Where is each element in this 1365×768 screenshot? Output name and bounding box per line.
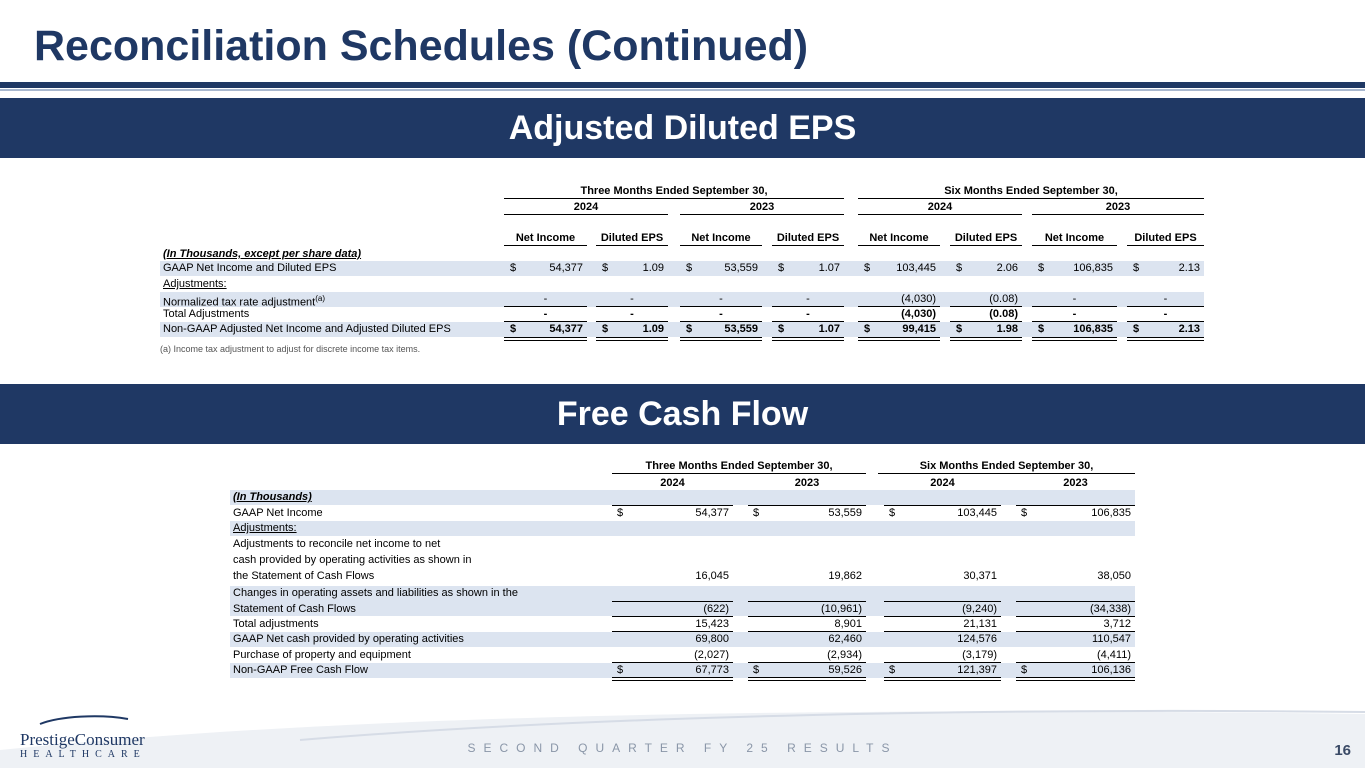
fcf-rule — [748, 601, 866, 602]
fcf-rule — [1016, 662, 1135, 663]
eps-cell-value: - — [1163, 308, 1168, 320]
eps-period-6m-rule — [858, 198, 1204, 199]
eps-col-diluted-eps: Diluted EPS — [600, 232, 664, 244]
logo-word-consumer: Consumer — [74, 730, 145, 749]
eps-cell-value: - — [630, 293, 634, 305]
fcf-year-header: 2023 — [1063, 477, 1088, 489]
eps-year-rule — [1032, 214, 1204, 215]
eps-period-3m: Three Months Ended September 30, — [580, 185, 768, 197]
fcf-dollar-sign: $ — [753, 507, 760, 519]
fcf-cell-value: (2,027) — [694, 649, 729, 661]
eps-period-6m: Six Months Ended September 30, — [944, 185, 1118, 197]
eps-col-rule — [680, 245, 762, 246]
fcf-row-label: Changes in operating assets and liabilities as shown in the — [233, 587, 518, 599]
eps-year-rule — [680, 214, 844, 215]
eps-total-rule — [596, 337, 668, 341]
eps-cell-value: - — [630, 308, 634, 320]
fcf-period-6m: Six Months Ended September 30, — [919, 460, 1094, 472]
fcf-cell-value: 15,423 — [695, 618, 729, 630]
eps-col-rule — [950, 245, 1022, 246]
fcf-total-rule — [612, 677, 733, 681]
fcf-row-shade — [230, 490, 1135, 505]
eps-row-label: GAAP Net Income and Diluted EPS — [163, 262, 337, 274]
fcf-units-label: (In Thousands) — [233, 491, 312, 503]
page-number: 16 — [1334, 742, 1351, 759]
fcf-rule — [612, 505, 733, 506]
fcf-cell-value: 103,445 — [957, 507, 997, 519]
fcf-total-rule — [1016, 677, 1135, 681]
eps-col-rule — [772, 245, 844, 246]
eps-dollar-sign: $ — [686, 262, 693, 274]
eps-dollar-sign: $ — [1133, 262, 1140, 274]
eps-total-rule — [1032, 337, 1117, 341]
fcf-cell-value: 3,712 — [1103, 618, 1131, 630]
fcf-cell-value: 121,397 — [957, 664, 997, 676]
eps-col-net-income: Net Income — [869, 232, 929, 244]
eps-col-net-income: Net Income — [1044, 232, 1105, 244]
eps-col-diluted-eps: Diluted EPS — [776, 232, 840, 244]
fcf-cell-value: (622) — [703, 603, 729, 615]
eps-row-label: Total Adjustments — [163, 308, 250, 320]
fcf-cell-value: (9,240) — [962, 603, 997, 615]
fcf-period-3m-rule — [612, 473, 866, 474]
fcf-cell-value: (4,411) — [1096, 649, 1131, 661]
fcf-dollar-sign: $ — [753, 664, 760, 676]
eps-section-header: Adjusted Diluted EPS — [0, 98, 1365, 158]
fcf-period-3m: Three Months Ended September 30, — [645, 460, 833, 472]
logo-word-prestige: Prestige — [20, 730, 75, 749]
eps-units-label: (In Thousands, except per share data) — [163, 248, 362, 260]
fcf-cell-value: 110,547 — [1092, 633, 1131, 645]
fcf-rule — [1016, 601, 1135, 602]
eps-cell-value: 1.98 — [996, 323, 1018, 335]
eps-cell-value: - — [719, 308, 723, 320]
eps-cell-value: 99,415 — [902, 323, 936, 335]
eps-cell-value: 2.06 — [996, 262, 1018, 274]
eps-total-rule — [772, 337, 844, 341]
fcf-dollar-sign: $ — [617, 507, 624, 519]
eps-cell-value: - — [1072, 293, 1077, 305]
eps-dollar-sign: $ — [686, 323, 693, 335]
eps-col-net-income: Net Income — [515, 232, 576, 244]
fcf-rule — [884, 662, 1001, 663]
fcf-cell-value: 106,835 — [1091, 507, 1131, 519]
fcf-rule — [748, 662, 866, 663]
logo-swoosh-icon — [20, 715, 130, 725]
eps-footnote: (a) Income tax adjustment to adjust for discrete income tax items. — [160, 344, 421, 354]
fcf-cell-value: 67,773 — [695, 664, 729, 676]
eps-cell-value: 103,445 — [896, 262, 936, 274]
page-title: Reconciliation Schedules (Continued) — [34, 22, 809, 70]
eps-year-rule — [858, 214, 1022, 215]
eps-cell-value: 54,377 — [549, 323, 583, 335]
eps-total-rule — [858, 337, 940, 341]
eps-cell-value: 53,559 — [724, 323, 758, 335]
eps-cell-value: - — [543, 293, 548, 305]
fcf-cell-value: 62,460 — [828, 633, 862, 645]
eps-cell-value: - — [543, 308, 548, 320]
eps-cell-value: 106,835 — [1073, 262, 1113, 274]
fcf-dollar-sign: $ — [1021, 664, 1028, 676]
eps-cell-value: - — [1072, 308, 1077, 320]
eps-cell-value: 53,559 — [724, 262, 758, 274]
logo-healthcare: HEALTHCARE — [20, 749, 146, 760]
eps-dollar-sign: $ — [510, 323, 517, 335]
fcf-row-label: Purchase of property and equipment — [233, 649, 411, 661]
eps-cell-value: 54,377 — [549, 262, 583, 274]
fcf-rule — [748, 505, 866, 506]
eps-year-header: 2023 — [749, 201, 775, 213]
fcf-cell-value: 19,862 — [828, 570, 862, 582]
eps-period-3m-rule — [504, 198, 844, 199]
fcf-year-header: 2024 — [930, 477, 955, 489]
fcf-row-label: Adjustments to reconcile net income to net — [233, 538, 441, 550]
fcf-row-label: Statement of Cash Flows — [233, 603, 356, 615]
eps-cell-value: (4,030) — [901, 308, 936, 320]
eps-dollar-sign: $ — [864, 262, 871, 274]
fcf-rule — [1016, 616, 1135, 617]
eps-cell-value: (0.08) — [989, 308, 1018, 320]
eps-cell-value: (4,030) — [901, 293, 936, 305]
fcf-period-6m-rule — [878, 473, 1135, 474]
eps-dollar-sign: $ — [510, 262, 517, 274]
fcf-rule — [612, 601, 733, 602]
eps-cell-value: 1.07 — [818, 323, 840, 335]
eps-dollar-sign: $ — [778, 262, 785, 274]
fcf-cell-value: 16,045 — [695, 570, 729, 582]
eps-col-diluted-eps: Diluted EPS — [954, 232, 1018, 244]
eps-total-rule — [504, 337, 587, 341]
eps-row-label: Non-GAAP Adjusted Net Income and Adjusted Diluted EPS — [163, 323, 451, 335]
fcf-cell-value: 54,377 — [695, 507, 729, 519]
fcf-rule — [612, 616, 733, 617]
fcf-rule — [884, 616, 1001, 617]
fcf-row-label: GAAP Net Income — [233, 507, 323, 519]
fcf-cell-value: 8,901 — [834, 618, 862, 630]
fcf-year-header: 2023 — [794, 477, 820, 489]
fcf-cell-value: (10,961) — [821, 603, 862, 615]
eps-year-rule — [504, 214, 668, 215]
eps-cell-value: - — [1163, 293, 1168, 305]
eps-cell-value: - — [806, 308, 810, 320]
fcf-cell-value: (2,934) — [827, 649, 862, 661]
eps-cell-value: 1.09 — [642, 323, 664, 335]
eps-col-rule — [1032, 245, 1117, 246]
fcf-dollar-sign: $ — [1021, 507, 1028, 519]
eps-cell-value: 1.09 — [642, 262, 664, 274]
fcf-cell-value: (3,179) — [962, 649, 997, 661]
eps-cell-value: (0.08) — [989, 293, 1018, 305]
eps-year-header: 2024 — [927, 201, 953, 213]
eps-total-rule — [1127, 337, 1204, 341]
fcf-cell-value: 53,559 — [828, 507, 862, 519]
fcf-rule — [748, 616, 866, 617]
eps-col-rule — [1127, 245, 1204, 246]
title-rule-accent — [0, 89, 1365, 91]
eps-col-rule — [858, 245, 940, 246]
eps-col-net-income: Net Income — [691, 232, 751, 244]
fcf-cell-value: 59,526 — [828, 664, 862, 676]
fcf-row-label: Total adjustments — [233, 618, 319, 630]
fcf-row-label: Non-GAAP Free Cash Flow — [233, 664, 368, 676]
eps-cell-value: 2.13 — [1178, 262, 1200, 274]
eps-cell-value: 2.13 — [1178, 323, 1200, 335]
fcf-year-header: 2024 — [660, 477, 685, 489]
eps-dollar-sign: $ — [778, 323, 785, 335]
eps-cell-value: 1.07 — [818, 262, 840, 274]
fcf-row-label: cash provided by operating activities as shown in — [233, 554, 472, 566]
fcf-dollar-sign: $ — [617, 664, 624, 676]
fcf-cell-value: 21,131 — [963, 618, 997, 630]
eps-year-header: 2023 — [1105, 201, 1131, 213]
fcf-dollar-sign: $ — [889, 664, 896, 676]
fcf-total-rule — [748, 677, 866, 681]
eps-col-rule — [596, 245, 668, 246]
title-rule — [0, 82, 1365, 88]
eps-row-label: Normalized tax rate adjustment — [163, 296, 316, 309]
eps-footnote-ref: (a) — [315, 294, 326, 303]
eps-total-rule — [950, 337, 1022, 341]
fcf-row-label: the Statement of Cash Flows — [233, 570, 375, 582]
fcf-row-label: GAAP Net cash provided by operating activities — [233, 633, 464, 645]
eps-dollar-sign: $ — [1038, 323, 1045, 335]
eps-col-rule — [504, 245, 587, 246]
fcf-rule — [884, 505, 1001, 506]
fcf-cell-value: 69,800 — [695, 633, 729, 645]
fcf-rule — [1016, 505, 1135, 506]
fcf-row-label: Adjustments: — [233, 522, 297, 534]
eps-dollar-sign: $ — [602, 262, 609, 274]
fcf-cell-value: 106,136 — [1091, 664, 1131, 676]
eps-row-label: Adjustments: — [163, 278, 227, 290]
fcf-rule — [884, 601, 1001, 602]
eps-dollar-sign: $ — [602, 323, 609, 335]
fcf-cell-value: 30,371 — [963, 570, 997, 582]
eps-dollar-sign: $ — [1038, 262, 1045, 274]
fcf-cell-value: 38,050 — [1097, 570, 1131, 582]
eps-total-rule — [680, 337, 762, 341]
footer-wave — [0, 700, 1365, 768]
fcf-section-header: Free Cash Flow — [0, 384, 1365, 444]
fcf-dollar-sign: $ — [889, 507, 896, 519]
eps-dollar-sign: $ — [864, 323, 871, 335]
eps-cell-value: - — [806, 293, 810, 305]
eps-cell-value: 106,835 — [1073, 323, 1113, 335]
fcf-cell-value: 124,576 — [957, 633, 997, 645]
footer-tagline: SECOND QUARTER FY 25 RESULTS — [467, 741, 898, 755]
eps-cell-value: - — [719, 293, 723, 305]
fcf-total-rule — [884, 677, 1001, 681]
eps-dollar-sign: $ — [956, 323, 963, 335]
fcf-rule — [612, 662, 733, 663]
eps-col-diluted-eps: Diluted EPS — [1134, 232, 1197, 244]
fcf-row-shade — [230, 521, 1135, 536]
eps-year-header: 2024 — [573, 201, 599, 213]
eps-dollar-sign: $ — [1133, 323, 1140, 335]
eps-dollar-sign: $ — [956, 262, 963, 274]
fcf-cell-value: (34,338) — [1090, 603, 1131, 615]
